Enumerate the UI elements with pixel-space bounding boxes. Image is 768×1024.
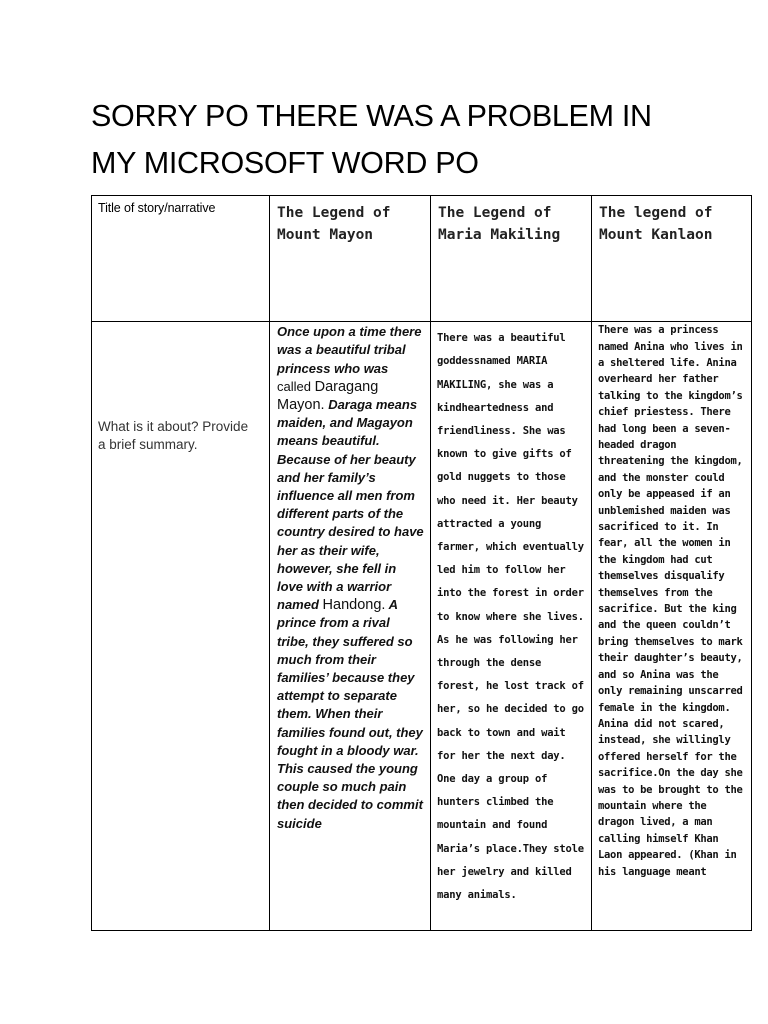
summary-kanlaon-text: There was a princess named Anina who lives in a sheltered life. Anina overheard her father talking to the kingdom’s chief priestess. There had long been a seven-headed dragon threatening the kingdom, and the monster could only be appeased if an unblemished maiden was sacrificed to it. In fear, all the women in the kingdom had cut themselves disqualify themselves from the sacrifice. But the king and the queen couldn’t bring themselves to mark their daughter’s beauty, and so Anina was the only remaining unscarred female in the kingdom. Anina did not scared, instead, she willingly offered herself for the sacrifice.On the day she was to be brought to the mountain where the dragon lived, a man calling himself Khan Laon appeared. (Khan in his language meant [598,324,743,878]
summary-kanlaon-cell [592,322,752,931]
mayon-part-1: Once upon a time there was a beautiful tribal princess who was [277,324,422,376]
summary-mayon-cell [270,322,431,931]
summary-maria-text: There was a beautiful goddessnamed MARIA MAKILING, she was a kindheartedness and friendliness. She was known to give gifts of gold nuggets to those who need it. Her beauty attracted a young farmer, which eventually led him to follow her into the forest in order to know where she lives. As he was following her through the dense forest, he lost track of her, so he decided to go back to town and wait for her the next day. One day a group of hunters climbed the mountain and found Maria’s place.They stole her jewelry and killed many animals. [437,332,584,902]
header-label-maria: The Legend of Maria Makiling [438,205,561,243]
table-header-row [92,196,752,322]
header-label-kanlaon: The legend of Mount Kanlaon [599,205,713,243]
mayon-name-1: Daragang Mayon. [277,378,379,413]
summary-prompt: What is it about? Provide a brief summary. [98,419,249,453]
story-table [91,195,752,931]
mayon-name-2: Handong. [322,597,386,614]
summary-maria-cell [431,322,592,931]
header-label-title: Title of story/narrative [98,201,216,215]
summary-mayon-text [270,322,430,833]
heading-line-2: MY MICROSOFT WORD PO [91,146,479,180]
mayon-called: called [277,378,311,394]
header-cell-title [92,196,270,322]
header-label-mayon: The Legend of Mount Mayon [277,205,391,243]
summary-label-cell [92,322,270,931]
heading-line-1: SORRY PO THERE WAS A PROBLEM IN [91,99,652,133]
header-cell-maria [431,196,592,322]
page-heading [91,93,731,187]
header-cell-kanlaon [592,196,752,322]
header-cell-mayon [270,196,431,322]
mayon-part-3: A prince from a rival tribe, they suffered so much from their families’ because they attempt to separate them. When their families found out, they fought in a bloody war. This caused the young couple so much pain then decided to commit suicide [277,597,423,831]
summary-row [92,322,752,931]
mayon-part-2: Daraga means maiden, and Magayon means beautiful. Because of her beauty and her family’s influence all men from different parts of the country desired to have her as their wife, however, she fell in love with a warrior named [277,396,424,613]
